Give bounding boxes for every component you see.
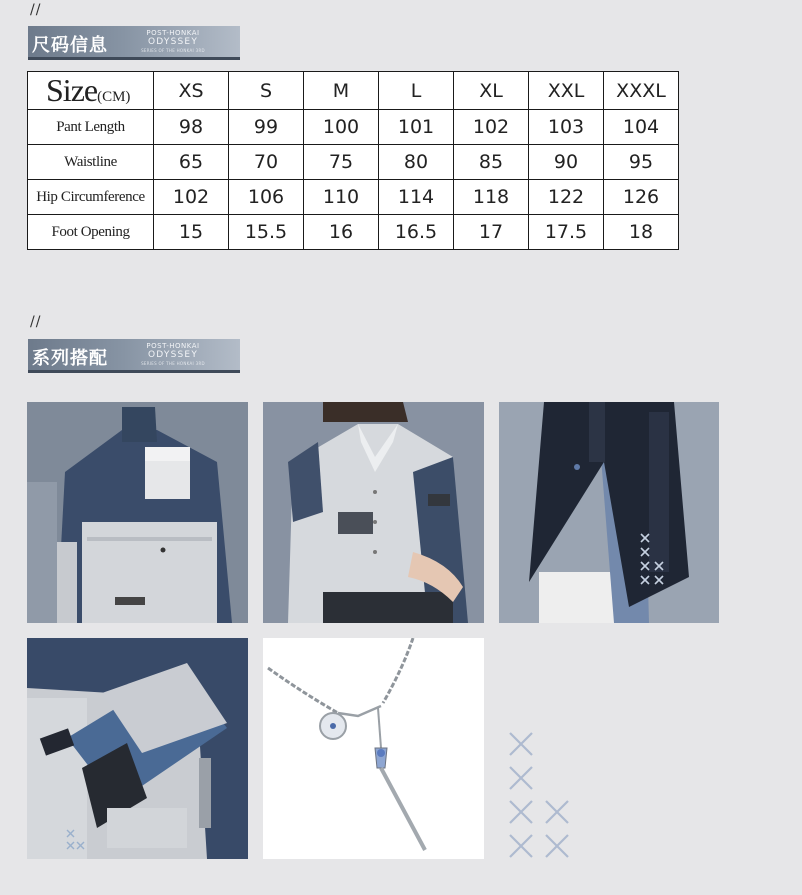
table-cell: 122	[529, 180, 604, 215]
table-cell: 15.5	[229, 215, 304, 250]
table-cell: 126	[604, 180, 679, 215]
table-cell: 75	[304, 145, 379, 180]
size-table-corner: Size(CM)	[28, 72, 154, 110]
row-label: Hip Circumference	[28, 180, 154, 215]
table-cell: 102	[154, 180, 229, 215]
brand-line3: SERIES OF THE HONKAI 3RD	[141, 361, 205, 366]
table-cell: 102	[454, 110, 529, 145]
brand-logo	[128, 30, 218, 53]
section-slashes: //	[30, 2, 42, 18]
row-label: Waistline	[28, 145, 154, 180]
table-cell: 90	[529, 145, 604, 180]
brand-line3: SERIES OF THE HONKAI 3RD	[141, 48, 205, 53]
table-cell: 95	[604, 145, 679, 180]
series-banner	[28, 339, 240, 373]
size-col-header: S	[229, 72, 304, 110]
size-info-banner	[28, 26, 240, 60]
brand-line2: ODYSSEY	[147, 37, 199, 47]
size-col-header: M	[304, 72, 379, 110]
table-cell: 99	[229, 110, 304, 145]
table-cell: 17	[454, 215, 529, 250]
table-row	[28, 215, 679, 250]
x-pattern-decoration	[508, 731, 574, 861]
table-cell: 85	[454, 145, 529, 180]
size-col-header: XXXL	[604, 72, 679, 110]
jacket-photo	[27, 402, 248, 623]
bag-photo	[27, 638, 248, 859]
series-title: 系列搭配	[32, 348, 108, 369]
table-cell: 118	[454, 180, 529, 215]
row-label: Pant Length	[28, 110, 154, 145]
table-cell: 65	[154, 145, 229, 180]
table-cell: 104	[604, 110, 679, 145]
brand-line1: POST-HONKAI	[146, 29, 200, 37]
table-row	[28, 180, 679, 215]
section-slashes: //	[30, 314, 42, 330]
table-cell: 18	[604, 215, 679, 250]
size-table	[27, 71, 679, 250]
brand-line1: POST-HONKAI	[146, 342, 200, 350]
size-info-title: 尺码信息	[32, 35, 108, 56]
table-cell: 80	[379, 145, 454, 180]
size-col-header: XXL	[529, 72, 604, 110]
table-cell: 16	[304, 215, 379, 250]
table-cell: 100	[304, 110, 379, 145]
table-row	[28, 145, 679, 180]
row-label: Foot Opening	[28, 215, 154, 250]
table-row	[28, 110, 679, 145]
table-cell: 103	[529, 110, 604, 145]
brand-logo	[128, 343, 218, 366]
table-cell: 98	[154, 110, 229, 145]
size-col-header: XS	[154, 72, 229, 110]
brand-line2: ODYSSEY	[147, 350, 199, 360]
table-cell: 101	[379, 110, 454, 145]
table-cell: 70	[229, 145, 304, 180]
size-header-row	[28, 72, 679, 110]
table-cell: 17.5	[529, 215, 604, 250]
size-col-header: L	[379, 72, 454, 110]
table-cell: 110	[304, 180, 379, 215]
table-cell: 106	[229, 180, 304, 215]
table-cell: 114	[379, 180, 454, 215]
shirt-photo	[263, 402, 484, 623]
skirt-photo	[499, 402, 719, 623]
necklace-photo	[263, 638, 484, 859]
table-cell: 15	[154, 215, 229, 250]
size-col-header: XL	[454, 72, 529, 110]
table-cell: 16.5	[379, 215, 454, 250]
